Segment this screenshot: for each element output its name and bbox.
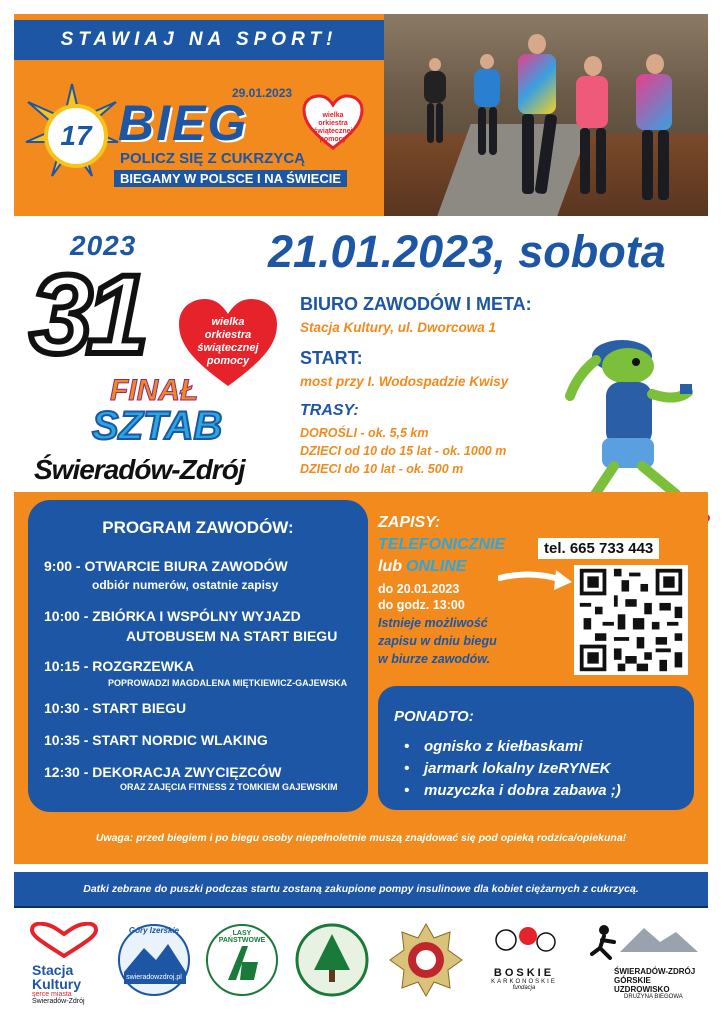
program-item: 10:00 - ZBIÓRKA I WSPÓLNY WYJAZD <box>44 608 301 624</box>
sponsor-boskie[interactable] <box>484 922 574 1002</box>
qr-code[interactable] <box>574 565 688 675</box>
signup-phone[interactable]: tel. 665 733 443 <box>538 538 659 559</box>
program-item: 12:30 - DEKORACJA ZWYCIĘZCÓW <box>44 764 282 780</box>
signup-online: ONLINE <box>406 558 467 575</box>
signup-lub: lub <box>378 558 402 575</box>
program-item: 10:35 - START NORDIC WLAKING <box>44 732 268 748</box>
bieg-number-badge: 17 <box>44 104 108 168</box>
final-word: FINAŁ <box>110 374 199 407</box>
final-number: 31 <box>30 252 143 377</box>
sponsor-straz[interactable] <box>388 922 466 1002</box>
sponsor-label: GÓRSKIE UZDROWISKO <box>614 976 670 994</box>
program-item: 9:00 - OTWARCIE BIURA ZAWODÓW <box>44 558 288 574</box>
signup-note: w biurze zawodów. <box>378 652 491 666</box>
start-label: START: <box>300 348 363 368</box>
runners-photo <box>384 14 708 216</box>
signup-deadline-time: do godz. 13:00 <box>378 598 465 612</box>
notice-text: Uwaga: przed biegiem i po biegu osoby niepełnoletnie muszą znajdować się pod opieką rodzica/opiekuna! <box>95 832 627 844</box>
event-date: 21.01.2023, sobota <box>268 226 666 277</box>
sztab-word: SZTAB <box>92 404 223 448</box>
route-item: DOROŚLI - ok. 5,5 km <box>300 426 429 440</box>
faces-icon <box>484 922 564 962</box>
signup-note: Istnieje możliwość <box>378 616 488 630</box>
fire-brigade-emblem-icon <box>388 922 464 998</box>
sponsor-label: ŚWIERADÓW-ZDRÓJ <box>614 967 696 976</box>
arrow-right-icon <box>498 566 574 596</box>
program-item-detail: AUTOBUSEM NA START BIEGU <box>126 628 338 644</box>
wosp-small-text: wielka orkiestra świątecznej pomocy <box>313 112 353 143</box>
sponsor-label: Świeradów-Zdrój <box>32 998 85 1005</box>
program-title: PROGRAM ZAWODÓW: <box>102 518 294 537</box>
bieg-subtitle: POLICZ SIĘ Z CUKRZYCĄ <box>120 150 306 167</box>
sponsor-label: serce miasta <box>32 991 72 998</box>
signup-deadline: do 20.01.2023 <box>378 582 460 596</box>
heart-outline-icon <box>28 922 100 958</box>
route-item: DZIECI od 10 do 15 lat - ok. 1000 m <box>300 444 507 458</box>
program-item-detail: ORAZ ZAJĘCIA FITNESS Z TOMKIEM GAJEWSKIM <box>120 782 338 792</box>
bieg-tagline: BIEGAMY W POLSCE I NA ŚWIECIE <box>114 170 347 187</box>
extras-bullet: • <box>404 782 410 799</box>
sponsor-label: Stacja <box>32 962 74 978</box>
bieg-date: 29.01.2023 <box>232 86 293 100</box>
sponsor-label: BOSKIE <box>493 967 555 979</box>
signup-note: zapisu w dniu biegu <box>378 634 497 648</box>
extras-title: PONADTO: <box>394 708 474 725</box>
office-label: BIURO ZAWODÓW I META: <box>300 294 532 314</box>
sponsor-druzyna-biegowa[interactable] <box>590 922 708 1002</box>
sponsor-label: swieradowzdroj.pl <box>126 974 182 981</box>
start-place: most przy I. Wodospadzie Kwisy <box>300 374 509 389</box>
sponsor-stacja-kultury[interactable] <box>28 922 108 1005</box>
program-item: 10:30 - START BIEGU <box>44 700 187 716</box>
tree-circle-icon <box>294 922 370 998</box>
city-name: Świeradów-Zdrój <box>34 454 245 485</box>
bieg-word: BIEG <box>118 95 249 151</box>
program-item: 10:15 - ROZGRZEWKA <box>44 658 195 674</box>
signup-title: ZAPISY: <box>378 514 441 531</box>
sponsor-nadlesnictwo[interactable] <box>294 922 370 1002</box>
final-year: 2023 <box>70 230 137 261</box>
sponsor-label: fundacja <box>512 985 536 991</box>
extras-item: jarmark lokalny IzeRYNEK <box>424 760 611 777</box>
wosp-heart-text: wielka orkiestra świątecznej pomocy <box>197 316 259 367</box>
extras-item: muzyczka i dobra zabawa ;) <box>424 782 621 799</box>
sponsor-label: Góry Izerskie <box>128 926 180 935</box>
office-place: Stacja Kultury, ul. Dworcowa 1 <box>300 320 497 335</box>
signup-phone-word: TELEFONICZNIE <box>378 536 506 553</box>
extras-bullet: • <box>404 760 410 777</box>
slogan-bar: STAWIAJ NA SPORT! <box>14 20 384 60</box>
route-item: DZIECI do 10 lat - ok. 500 m <box>300 462 464 476</box>
sponsor-lasy-panstwowe[interactable] <box>204 922 282 1002</box>
sponsor-label: DRUŻYNA BIEGOWA <box>624 994 683 1000</box>
extras-item: ognisko z kiełbaskami <box>424 738 583 755</box>
donation-bar: Datki zebrane do puszki podczas startu zostaną zakupione pompy insulinowe dla kobiet ciężarnych z cukrzycą. <box>14 872 708 908</box>
runner-silhouette-icon <box>590 922 700 962</box>
sponsor-label: Kultury <box>32 976 81 992</box>
program-item-detail: odbiór numerów, ostatnie zapisy <box>92 578 279 592</box>
sponsor-label: LASY PAŃSTWOWE <box>218 930 266 944</box>
sponsor-label: KARKONOSKIE <box>491 979 557 985</box>
sponsor-gory-izerskie[interactable] <box>116 922 192 1002</box>
top-banner <box>14 14 708 216</box>
extras-bullet: • <box>404 738 410 755</box>
routes-label: TRASY: <box>300 402 359 419</box>
program-item-detail: POPROWADZI MAGDALENA MIĘTKIEWICZ-GAJEWSKA <box>108 678 348 688</box>
